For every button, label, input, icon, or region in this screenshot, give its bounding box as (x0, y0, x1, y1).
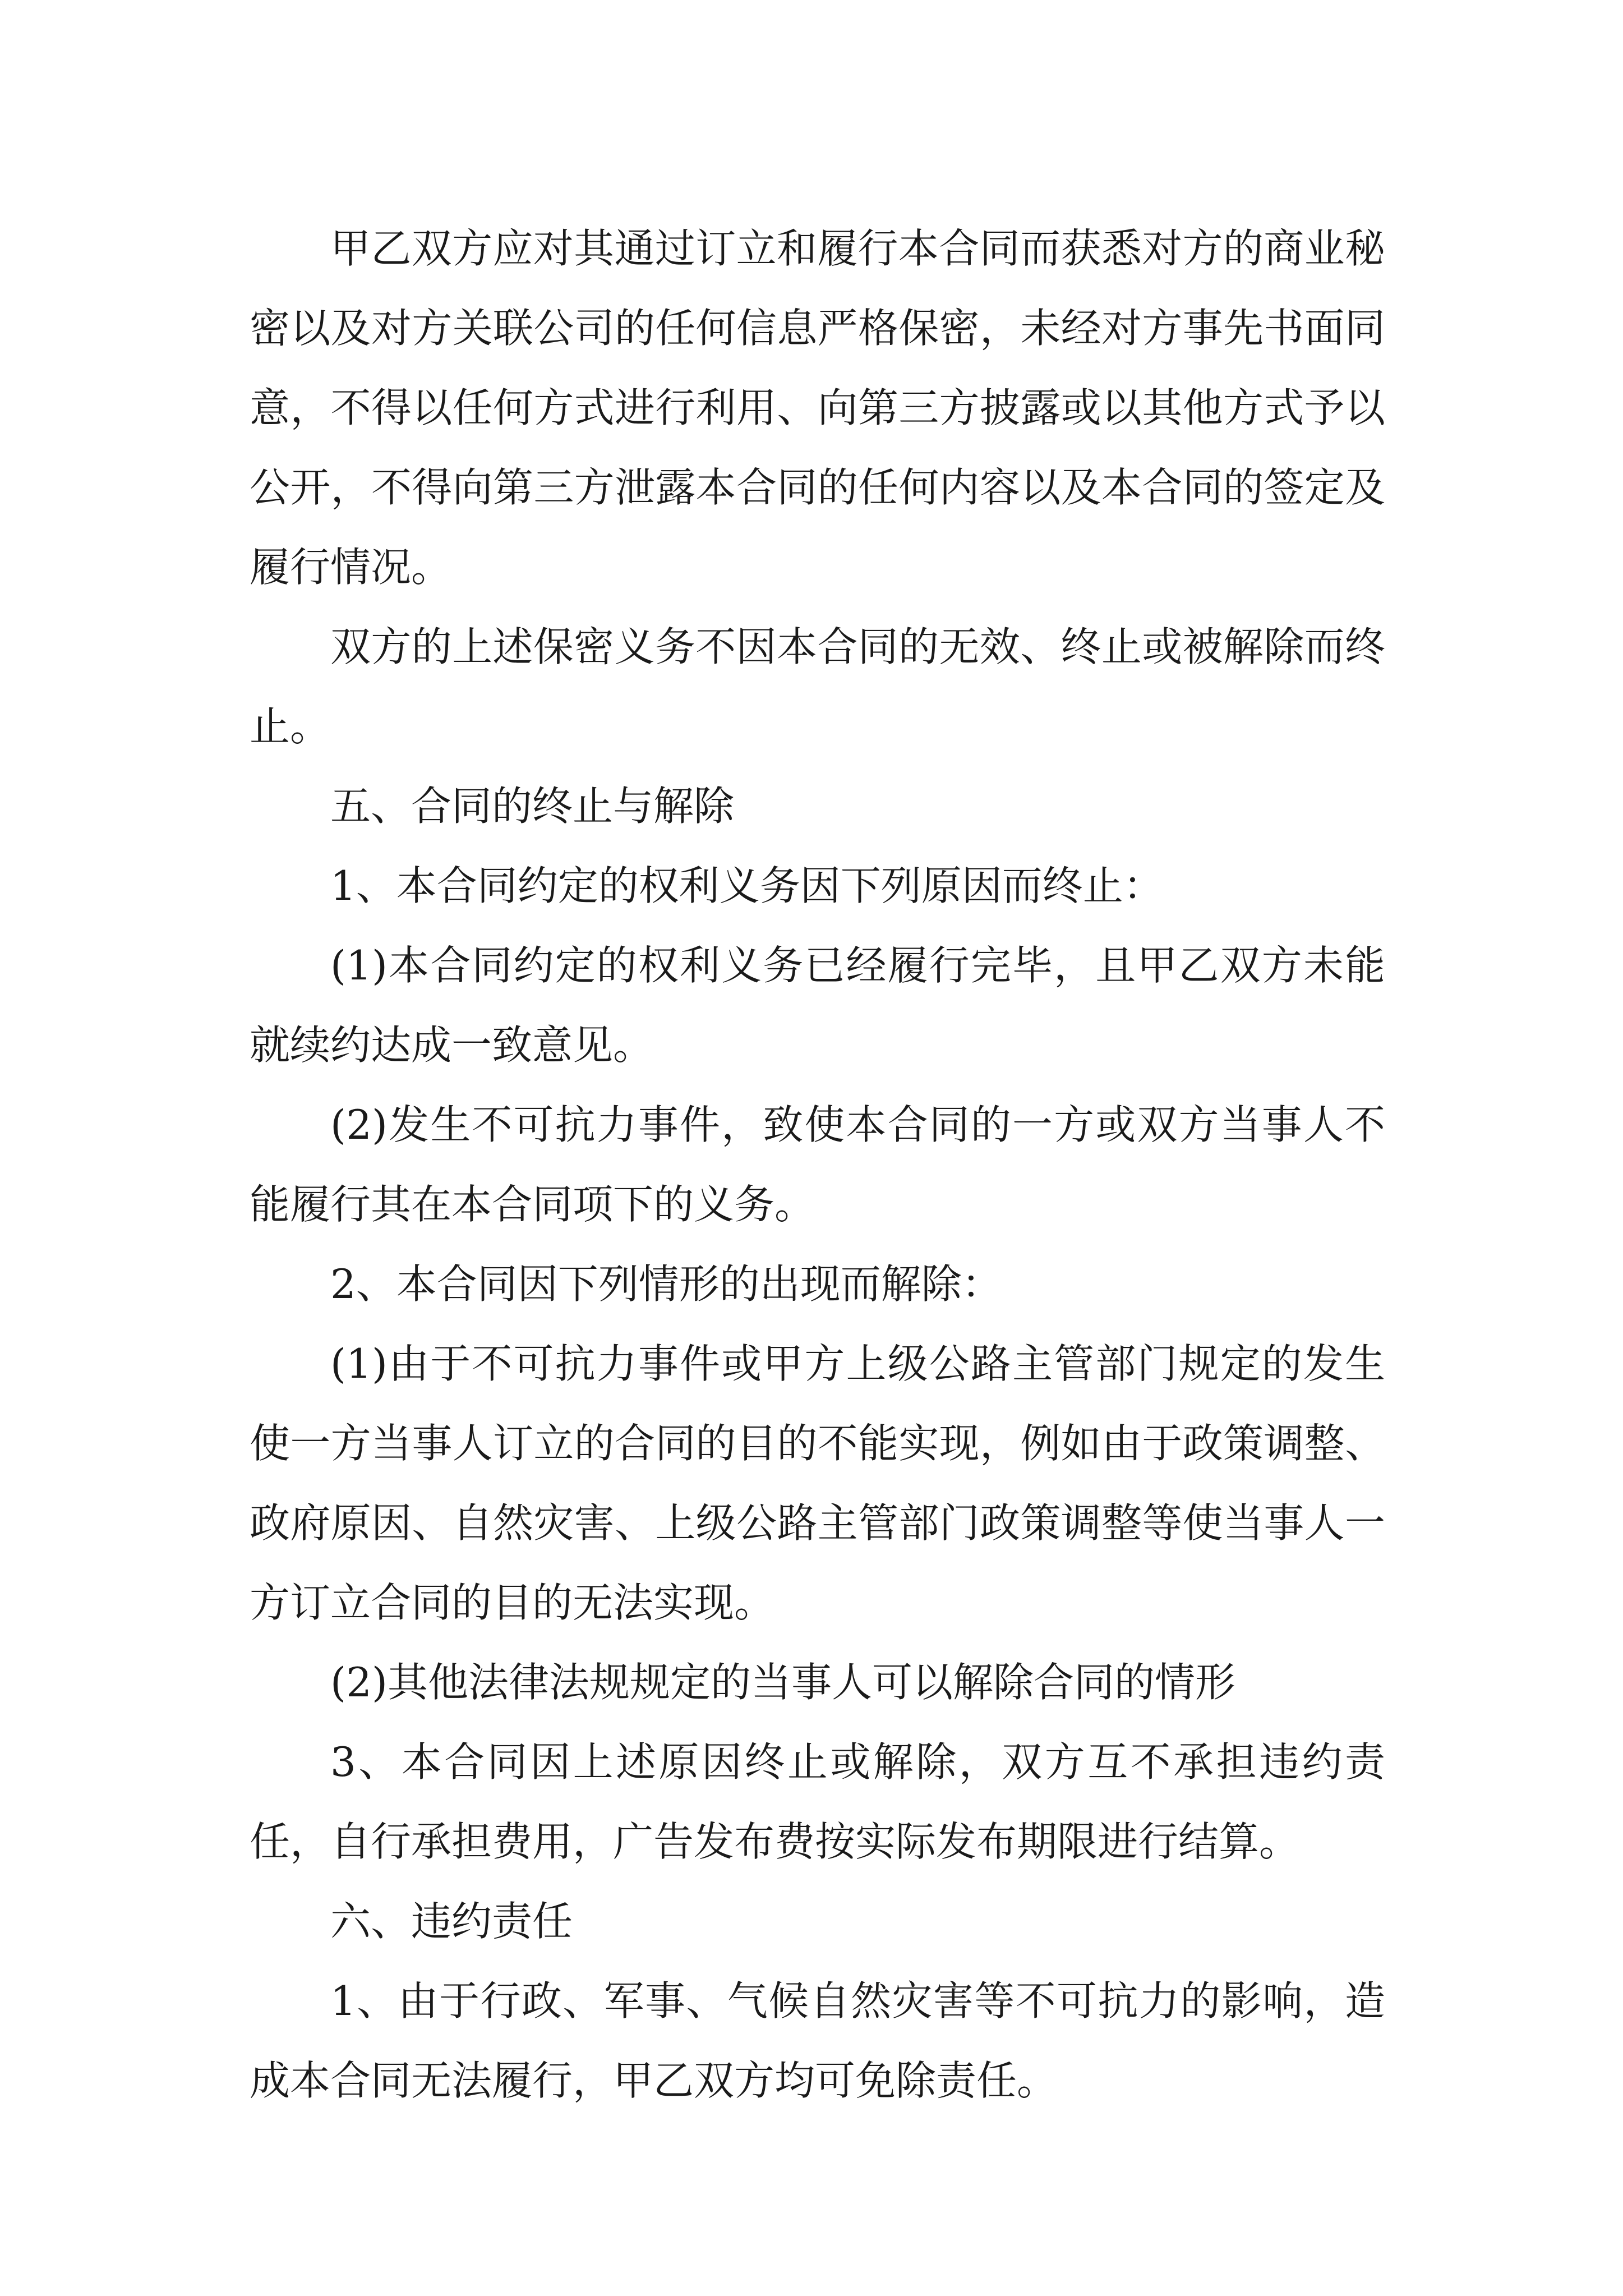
clause-rescission-causes: 2、本合同因下列情形的出现而解除： (330, 1260, 1002, 1308)
paragraph-confidentiality: 甲乙双方应对其通过订立和履行本合同而获悉对方的商业秘密以及对方关联公司的任何信息严格保密，未经对方事先书面同意，不得以任何方式进行利用、向第三方披露或以其他方式予以公开，不得向第三方泄露本合同的任何内容以及本合同的签定及履行情况。 (250, 225, 1385, 591)
clause-termination-item-2: (2)发生不可抗力事件，致使本合同的一方或双方当事人不能履行其在本合同项下的义务。 (250, 1101, 1385, 1228)
clause-rescission-item-2: (2)其他法律法规规定的当事人可以解除合同的情形 (330, 1659, 1235, 1706)
paragraph-confidentiality-survival: 双方的上述保密义务不因本合同的无效、终止或被解除而终止。 (250, 623, 1385, 750)
clause-termination-item-1: (1)本合同约定的权利义务已经履行完毕，且甲乙双方未能就续约达成一致意见。 (250, 942, 1385, 1069)
clause-no-liability: 3、本合同因上述原因终止或解除，双方互不承担违约责任，自行承担费用，广告发布费按实际发布期限进行结算。 (250, 1738, 1385, 1865)
section-heading-termination: 五、合同的终止与解除 (330, 783, 735, 830)
section-heading-liability: 六、违约责任 (330, 1898, 573, 1945)
clause-termination-causes: 1、本合同约定的权利义务因下列原因而终止： (330, 862, 1164, 909)
document-body (250, 209, 1385, 2120)
clause-force-majeure: 1、由于行政、军事、气候自然灾害等不可抗力的影响，造成本合同无法履行，甲乙双方均可免除责任。 (250, 1977, 1385, 2104)
clause-rescission-item-1: (1)由于不可抗力事件或甲方上级公路主管部门规定的发生使一方当事人订立的合同的目的不能实现，例如由于政策调整、政府原因、自然灾害、上级公路主管部门政策调整等使当事人一方订立合同的目的无法实现。 (250, 1340, 1385, 1626)
